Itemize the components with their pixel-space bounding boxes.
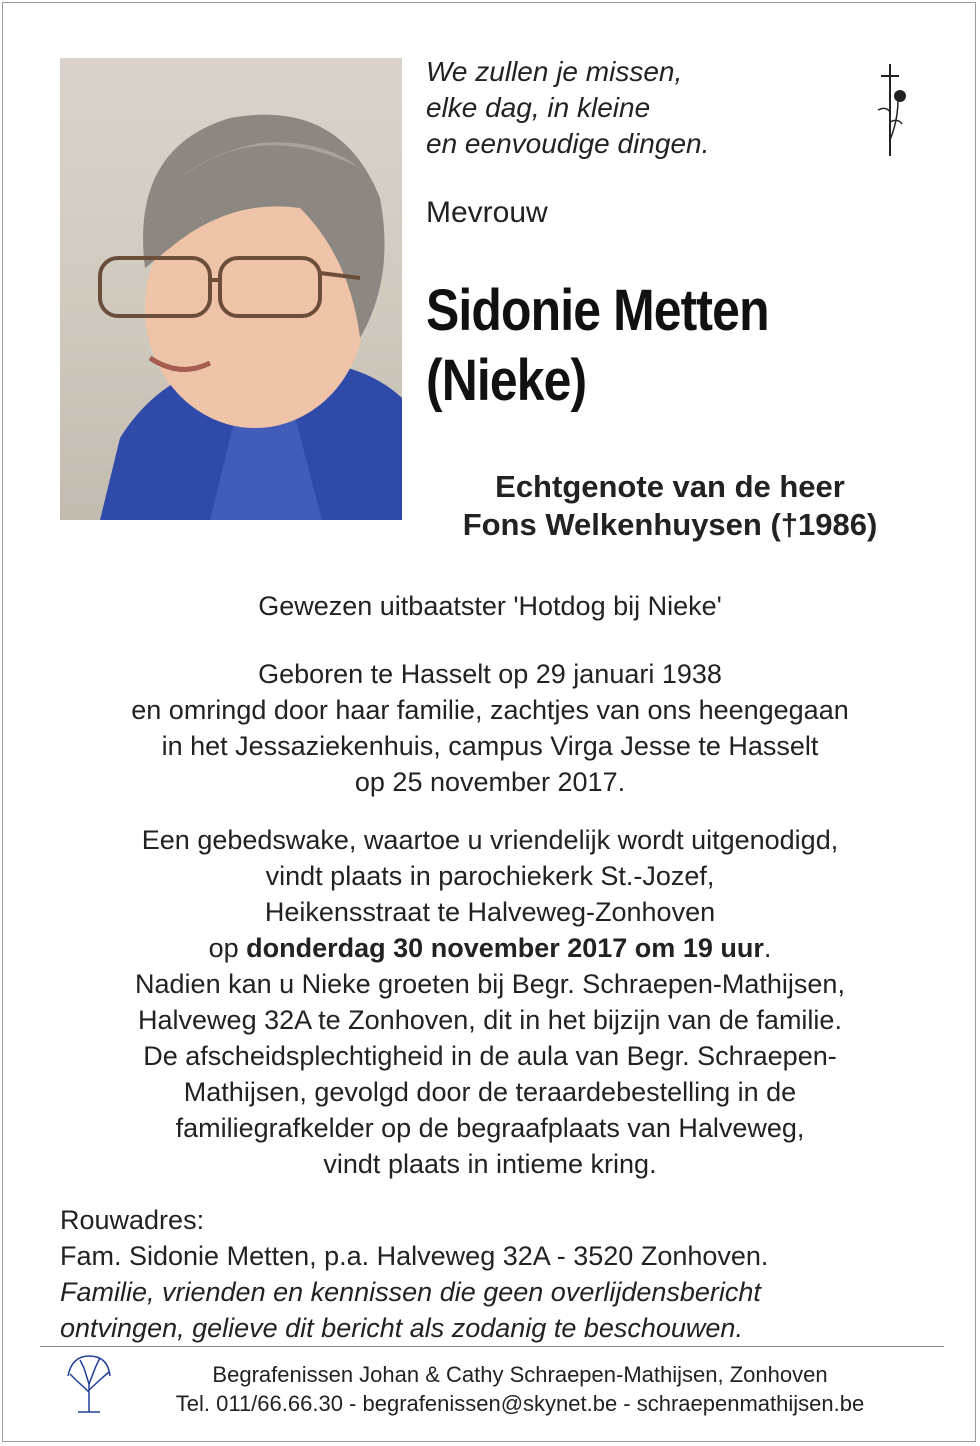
text-line: vindt plaats in parochiekerk St.-Jozef, <box>265 861 715 891</box>
address-note: Familie, vrienden en kennissen die geen overlijdensbericht <box>60 1277 761 1307</box>
funeral-home-footer <box>120 1360 920 1418</box>
spouse-line: Echtgenote van de heer <box>495 469 845 504</box>
occupation: Gewezen uitbaatster 'Hotdog bij Nieke' <box>258 591 722 621</box>
date-prefix: op <box>208 933 247 963</box>
text-line: vindt plaats in intieme kring. <box>323 1149 657 1179</box>
mourning-address <box>60 1202 768 1346</box>
company-name: Begrafenissen Johan & Cathy Schraepen-Mathijsen, Zonhoven <box>212 1362 828 1387</box>
ceremony-paragraph <box>40 822 940 1182</box>
quote-line: We zullen je missen, <box>426 56 683 87</box>
birth-death-paragraph <box>40 656 940 800</box>
address-label: Rouwadres: <box>60 1205 205 1235</box>
wake-date-line <box>40 930 940 966</box>
quote-line: en eenvoudige dingen. <box>426 128 710 159</box>
cross-with-rose-icon <box>868 60 918 160</box>
address-note: ontvingen, gelieve dit bericht als zodanig te beschouwen. <box>60 1313 743 1343</box>
portrait-photo <box>60 58 402 520</box>
company-contact: Tel. 011/66.66.30 - begrafenissen@skynet.be - schraepenmathijsen.be <box>175 1391 865 1416</box>
text-line: familiegrafkelder op de begraafplaats van Halveweg, <box>175 1113 805 1143</box>
name-line: Sidonie Metten <box>426 278 769 343</box>
text-line: Heikensstraat te Halveweg-Zonhoven <box>264 897 716 927</box>
spouse-line: Fons Welkenhuysen (†1986) <box>462 507 878 542</box>
text-line: Halveweg 32A te Zonhoven, dit in het bijzijn van de familie. <box>138 1005 842 1035</box>
honorific: Mevrouw <box>426 196 548 229</box>
date-suffix: . <box>763 933 772 963</box>
wake-date: donderdag 30 november 2017 om 19 uur <box>246 933 764 963</box>
tree-logo-icon <box>64 1352 114 1414</box>
spouse-info <box>420 468 920 544</box>
quote-line: elke dag, in kleine <box>426 92 651 123</box>
nickname-line: (Nieke) <box>426 348 587 413</box>
deceased-name <box>426 276 769 416</box>
text-line: op 25 november 2017. <box>354 767 626 797</box>
memorial-quote <box>426 54 709 162</box>
footer-divider <box>40 1346 944 1347</box>
text-line: Nadien kan u Nieke groeten bij Begr. Schraepen-Mathijsen, <box>135 969 845 999</box>
text-line: Een gebedswake, waartoe u vriendelijk wordt uitgenodigd, <box>141 825 839 855</box>
text-line: Mathijsen, gevolgd door de teraardebestelling in de <box>183 1077 797 1107</box>
address-line: Fam. Sidonie Metten, p.a. Halveweg 32A - 3520 Zonhoven. <box>60 1241 769 1271</box>
text-line: De afscheidsplechtigheid in de aula van Begr. Schraepen- <box>143 1041 837 1071</box>
text-line: Geboren te Hasselt op 29 januari 1938 <box>258 659 722 689</box>
text-line: in het Jessaziekenhuis, campus Virga Jesse te Hasselt <box>161 731 819 761</box>
text-line: en omringd door haar familie, zachtjes van ons heengegaan <box>131 695 849 725</box>
